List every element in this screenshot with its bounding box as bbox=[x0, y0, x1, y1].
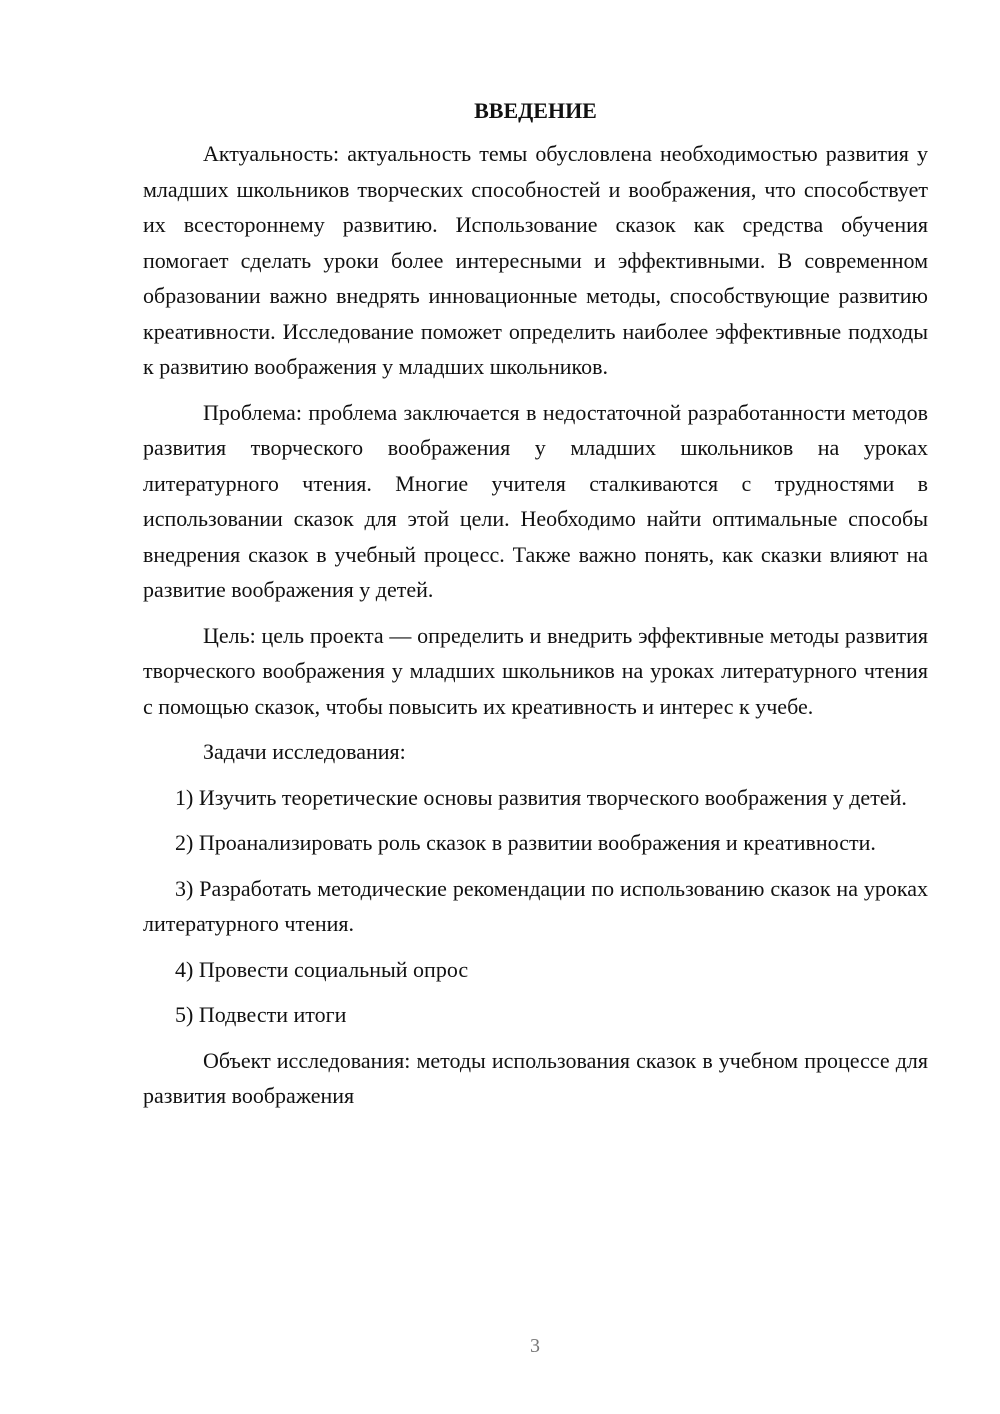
task-item-5: 5) Подвести итоги bbox=[175, 1002, 347, 1027]
object-paragraph: Объект исследования: методы использования сказок в учебном процессе для развития воображения bbox=[143, 1047, 928, 1108]
task-item-3: 3) Разработать методические рекомендации по использованию сказок на уроках литературного чтения. bbox=[143, 875, 928, 936]
relevance-paragraph: Актуальность: актуальность темы обусловлена необходимостью развития у младших школьников творческих способностей и воображения, что способствует их всестороннему развитию. Использование сказок как средства обучения помогает сделать уроки более интересными и эффективными. В современном образовании важно внедрять инновационные методы, способствующие развитию креативности. Исследование поможет определить наиболее эффективные подходы к развитию воображения у младших школьников. bbox=[143, 141, 928, 379]
task-item-1: 1) Изучить теоретические основы развития творческого воображения у детей. bbox=[175, 784, 907, 810]
page-number: 3 bbox=[530, 1335, 540, 1357]
page-content bbox=[143, 93, 928, 1114]
tasks-heading: Задачи исследования: bbox=[203, 739, 406, 764]
problem-paragraph: Проблема: проблема заключается в недостаточной разработанности методов развития творческого воображения у младших школьников на уроках литературного чтения. Многие учителя сталкиваются с трудностями в использовании сказок для этой цели. Необходимо найти оптимальные способы внедрения сказок в учебный процесс. Также важно понять, как сказки влияют на развитие воображения у детей. bbox=[143, 399, 928, 602]
task-item-2: 2) Проанализировать роль сказок в развитии воображения и креативности. bbox=[175, 830, 876, 855]
task-item-4: 4) Провести социальный опрос bbox=[175, 956, 469, 982]
goal-paragraph: Цель: цель проекта — определить и внедрить эффективные методы развития творческого воображения у младших школьников на уроках литературного чтения с помощью сказок, чтобы повысить их креативность и интерес к учебе. bbox=[143, 622, 928, 719]
page-title: ВВЕДЕНИЕ bbox=[474, 98, 597, 123]
